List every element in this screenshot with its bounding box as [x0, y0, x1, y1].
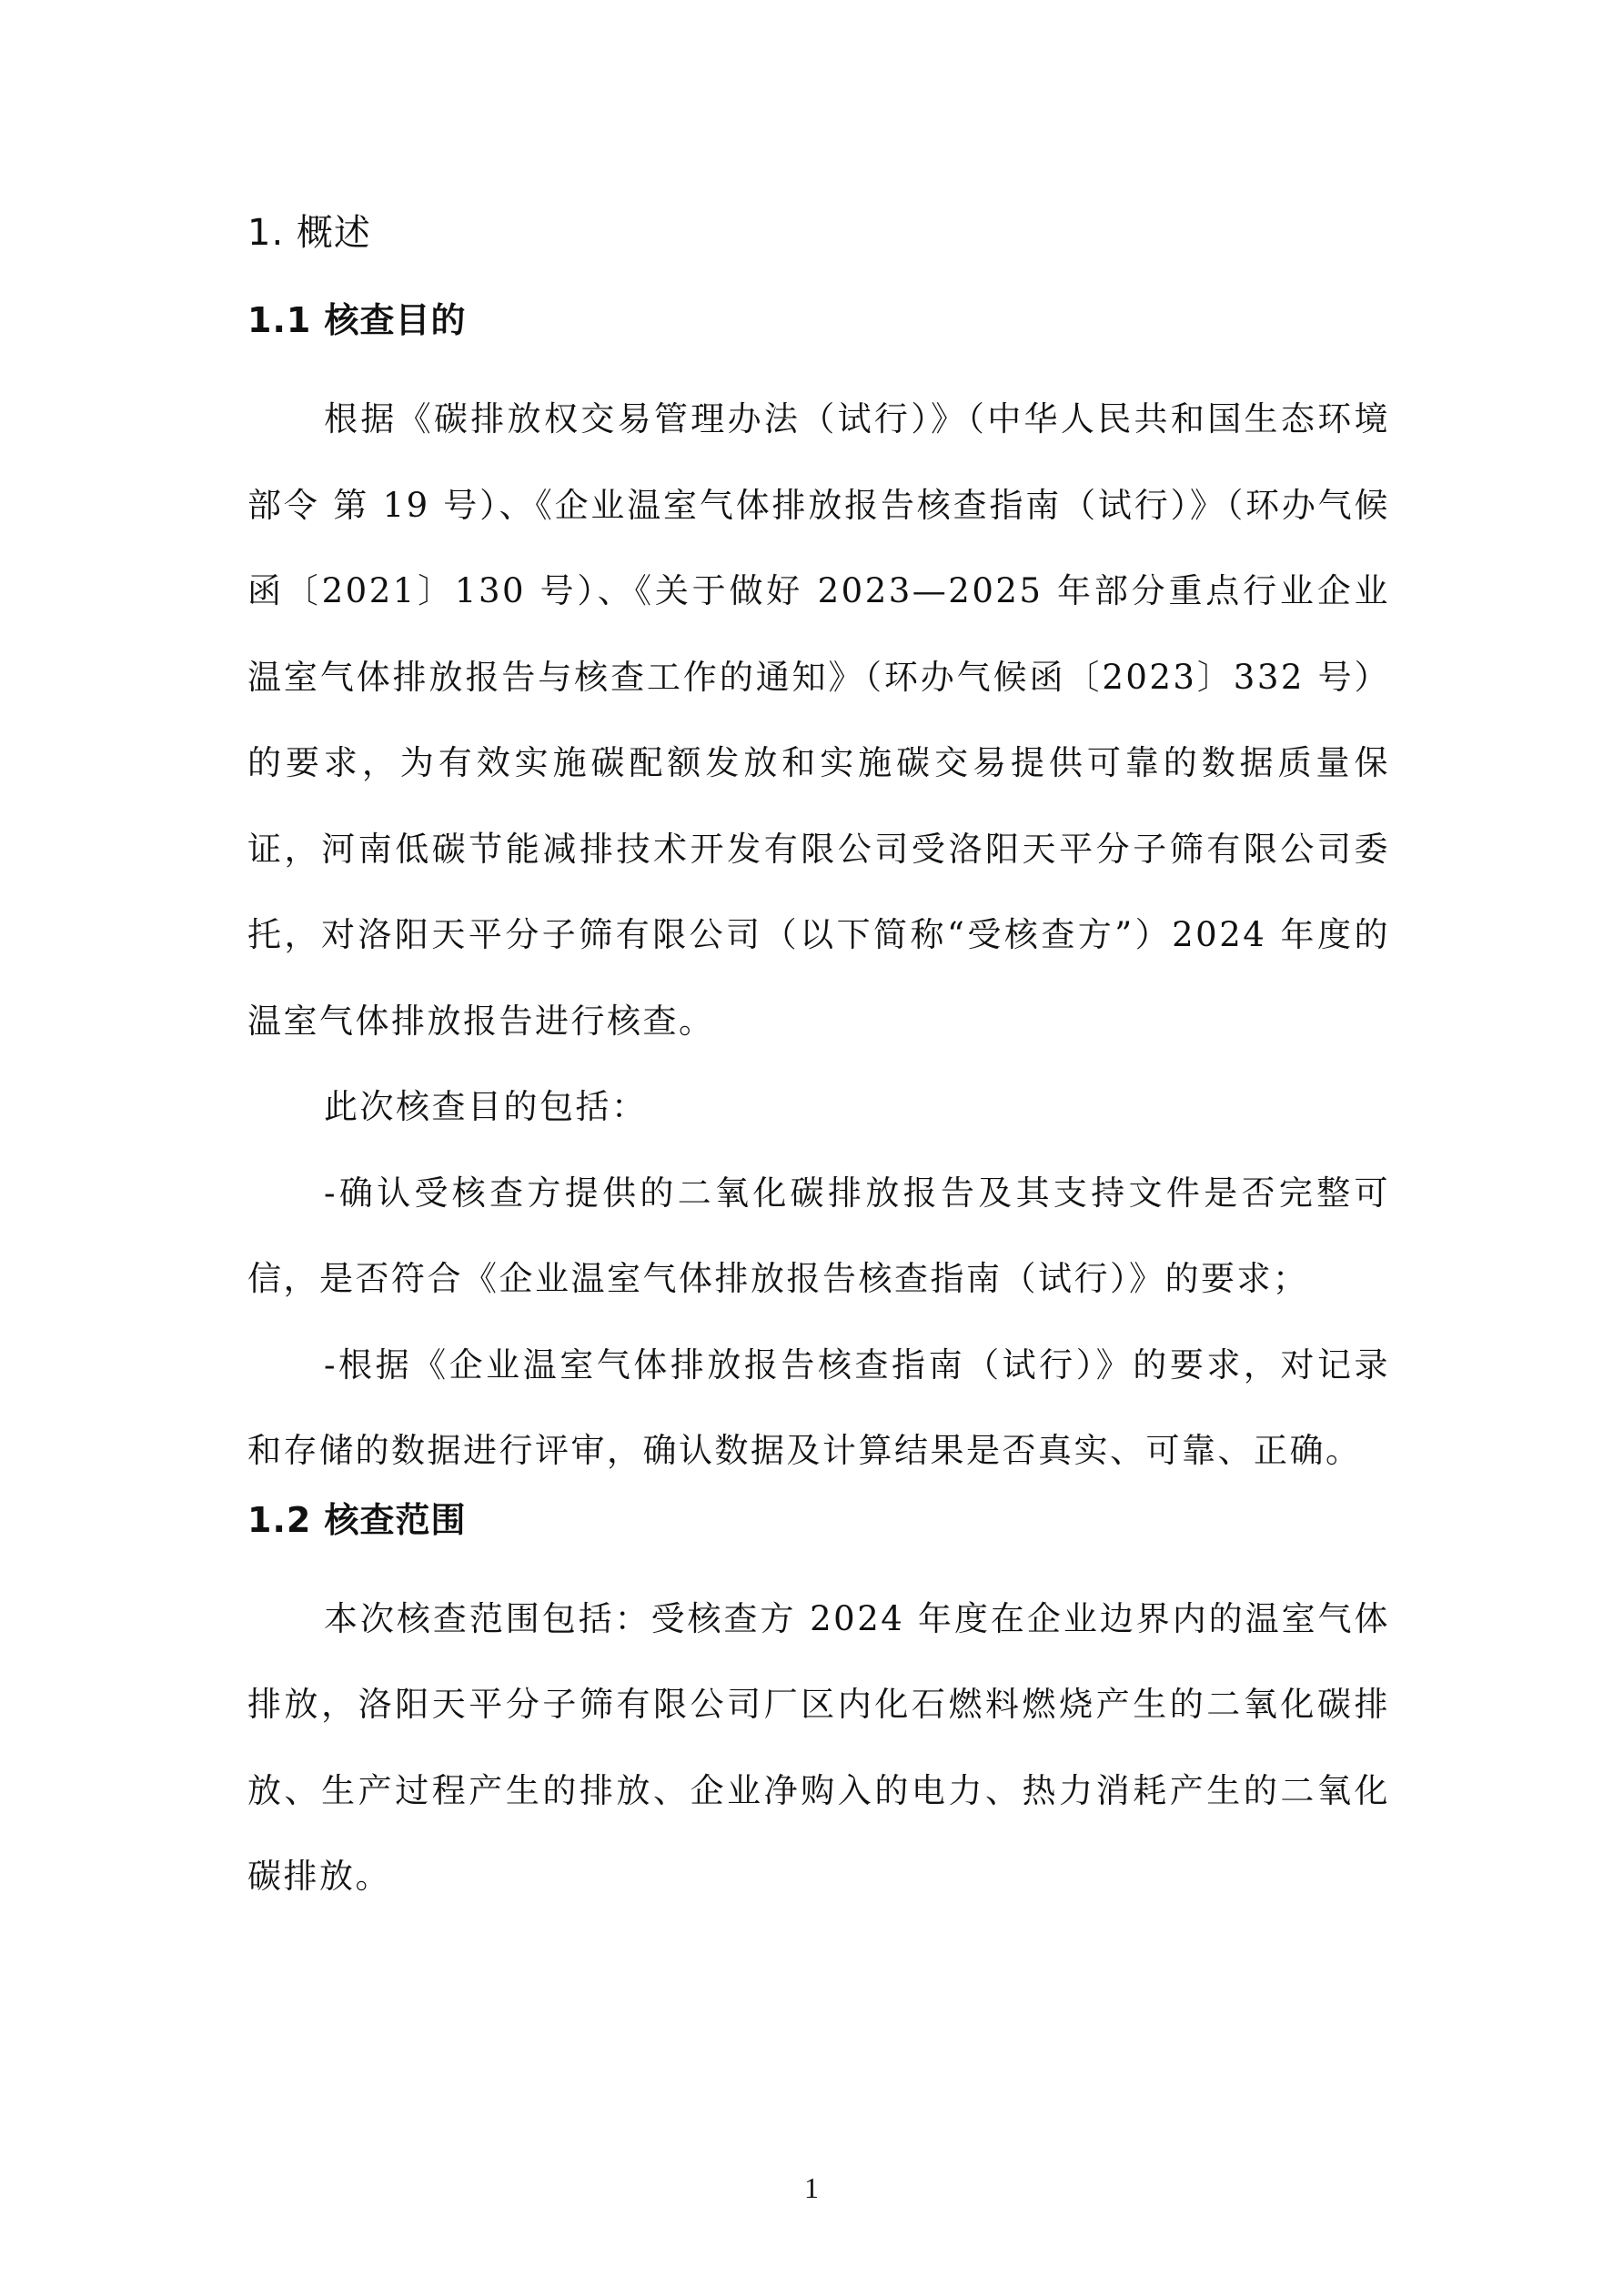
paragraph-purpose-item-2: -根据《企业温室气体排放报告核查指南（试行）》的要求，对记录和存储的数据进行评审，确认数据及计算结果是否真实、可靠、正确。 — [247, 1344, 1390, 1470]
paragraph-basis: 根据《碳排放权交易管理办法（试行）》（中华人民共和国生态环境部令 第 19 号）、《企业温室气体排放报告核查指南（试行）》（环办气候函〔2021〕130 号）、《关于做好 2023—2025 年部分重点行业企业温室气体排放报告与核查工作的通知》（环办气候函〔2023〕332 号）的要求，为有效实施碳配额发放和实施碳交易提供可靠的数据质量保证，河南低碳节能减排技术开发有限公司受洛阳天平分子筛有限公司委托，对洛阳天平分子筛有限公司（以下简称“受核查方”）2024 年度的温室气体排放报告进行核查。 — [247, 399, 1390, 1041]
section-title: 1. 概述 — [247, 212, 371, 254]
subsection-title-scope: 1.2 核查范围 — [247, 1499, 467, 1540]
page-number: 1 — [804, 2171, 819, 2204]
page-content — [247, 207, 1390, 1920]
paragraph-scope: 本次核查范围包括：受核查方 2024 年度在企业边界内的温室气体排放，洛阳天平分子筛有限公司厂区内化石燃料燃烧产生的二氧化碳排放、生产过程产生的排放、企业净购入的电力、热力消耗产生的二氧化碳排放。 — [247, 1598, 1390, 1896]
paragraph-purpose-intro: 此次核查目的包括： — [324, 1087, 648, 1126]
paragraph-purpose-item-1: -确认受核查方提供的二氧化碳排放报告及其支持文件是否完整可信，是否符合《企业温室气体排放报告核查指南（试行）》的要求； — [247, 1173, 1390, 1298]
subsection-title-purpose: 1.1 核查目的 — [247, 300, 467, 340]
